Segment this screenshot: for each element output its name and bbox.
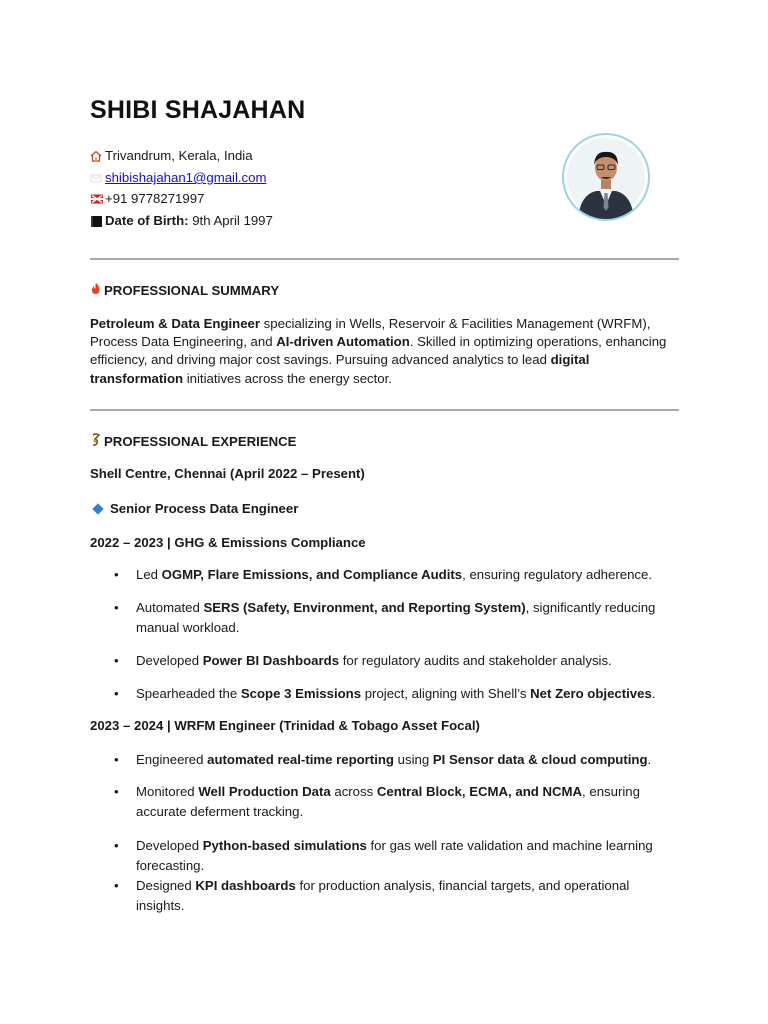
list-item — [114, 876, 674, 916]
experience-title: PROFESSIONAL EXPERIENCE — [104, 433, 297, 449]
briefcase-icon — [90, 433, 102, 449]
experience-heading — [90, 433, 296, 449]
bullet-highlight: Python-based simulations — [202, 838, 367, 853]
dob-value: 9th April 1997 — [192, 213, 273, 228]
summary-text — [90, 315, 686, 388]
summary-text-part: . Skilled in optimizing operations, enhancing efficiency, and driving major cost savings. Pursuing advanced analytics to lead — [90, 334, 667, 368]
divider — [90, 258, 679, 260]
bullet-highlight: PI Sensor data & cloud computing — [432, 752, 648, 767]
email-link[interactable]: shibishajahan1@gmail.com — [105, 170, 267, 185]
flag-icon — [90, 193, 102, 205]
bullet-highlight: Net Zero objectives — [530, 686, 652, 701]
candidate-name: SHIBI SHAJAHAN — [90, 96, 306, 124]
bullet-highlight: Central Block, ECMA, and NCMA — [376, 784, 583, 799]
bullet-icon: • — [114, 752, 119, 767]
bullet-text: for production analysis, financial targets, and operational insights. — [136, 878, 630, 913]
location-row — [90, 148, 253, 163]
role-line — [90, 501, 298, 516]
list-item — [114, 782, 674, 822]
bullet-highlight: Well Production Data — [198, 784, 331, 799]
house-icon — [90, 150, 102, 162]
bullet-highlight: automated real-time reporting — [207, 752, 394, 767]
bullet-text: for gas well rate validation and machine learning forecasting. — [136, 838, 653, 873]
bullet-text: . — [647, 752, 652, 767]
bullet-text: , ensuring regulatory adherence. — [462, 567, 652, 582]
calendar-icon — [90, 215, 102, 227]
divider — [90, 409, 679, 411]
bullet-highlight: SERS (Safety, Environment, and Reporting System) — [203, 600, 526, 615]
flame-icon — [90, 282, 102, 298]
bullet-text: Monitored — [136, 784, 199, 799]
period-heading: 2023 – 2024 | WRFM Engineer (Trinidad & Tobago Asset Focal) — [90, 718, 480, 733]
bullet-text: Led — [136, 567, 162, 582]
bullet-text: , significantly reducing manual workload. — [136, 600, 656, 635]
bullet-icon: • — [114, 878, 119, 893]
bullet-highlight: OGMP, Flare Emissions, and Compliance Audits — [161, 567, 463, 582]
bullet-text: Designed — [136, 878, 196, 893]
summary-highlight: AI-driven Automation — [276, 334, 410, 350]
bullet-icon: • — [114, 838, 119, 853]
bullet-icon: • — [114, 686, 119, 701]
envelope-icon — [90, 172, 102, 184]
bullet-icon: • — [114, 653, 119, 668]
bullet-icon: • — [114, 784, 119, 799]
phone-text: +91 9778271997 — [105, 191, 205, 206]
summary-highlight: digital transformation — [90, 352, 590, 386]
email-row — [90, 170, 266, 185]
dob-row — [90, 213, 273, 228]
bullet-icon: • — [114, 567, 119, 582]
bullet-text: project, aligning with Shell’s — [361, 686, 531, 701]
summary-text-part: specializing in Wells, Reservoir & Facilities Management (WRFM), Process Data Engineering, and — [90, 316, 651, 350]
bullet-icon: • — [114, 600, 119, 615]
bullet-text: Spearheaded the — [136, 686, 241, 701]
bullet-text: , ensuring accurate deferment tracking. — [136, 784, 640, 819]
company-line: Shell Centre, Chennai (April 2022 – Present) — [90, 466, 365, 481]
bullet-text: . — [651, 686, 656, 701]
diamond-icon — [92, 503, 103, 514]
phone-row — [90, 191, 204, 206]
bullet-highlight: Scope 3 Emissions — [240, 686, 362, 701]
role-title: Senior Process Data Engineer — [110, 501, 299, 516]
bullet-text: across — [330, 784, 377, 799]
summary-text-part: initiatives across the energy sector. — [183, 370, 392, 386]
list-item — [114, 836, 674, 876]
location-text: Trivandrum, Kerala, India — [105, 148, 253, 163]
list-item — [114, 565, 674, 585]
summary-title: PROFESSIONAL SUMMARY — [104, 282, 280, 298]
bullet-text: Engineered — [136, 752, 208, 767]
list-item — [114, 598, 674, 638]
profile-photo — [564, 135, 648, 219]
bullet-text: Developed — [136, 653, 203, 668]
summary-highlight: Petroleum & Data Engineer — [90, 316, 261, 331]
bullet-highlight: Power BI Dashboards — [202, 653, 340, 668]
list-item — [114, 750, 674, 770]
bullet-highlight: KPI dashboards — [195, 878, 296, 893]
bullet-text: for regulatory audits and stakeholder analysis. — [339, 653, 612, 668]
bullet-text: Automated — [136, 600, 204, 615]
bullet-text: using — [393, 752, 433, 767]
bullet-text: Developed — [136, 838, 203, 853]
list-item — [114, 684, 674, 704]
summary-heading — [90, 282, 279, 298]
list-item — [114, 651, 674, 671]
dob-label: Date of Birth: — [105, 213, 189, 228]
period-heading: 2022 – 2023 | GHG & Emissions Compliance — [90, 535, 366, 550]
